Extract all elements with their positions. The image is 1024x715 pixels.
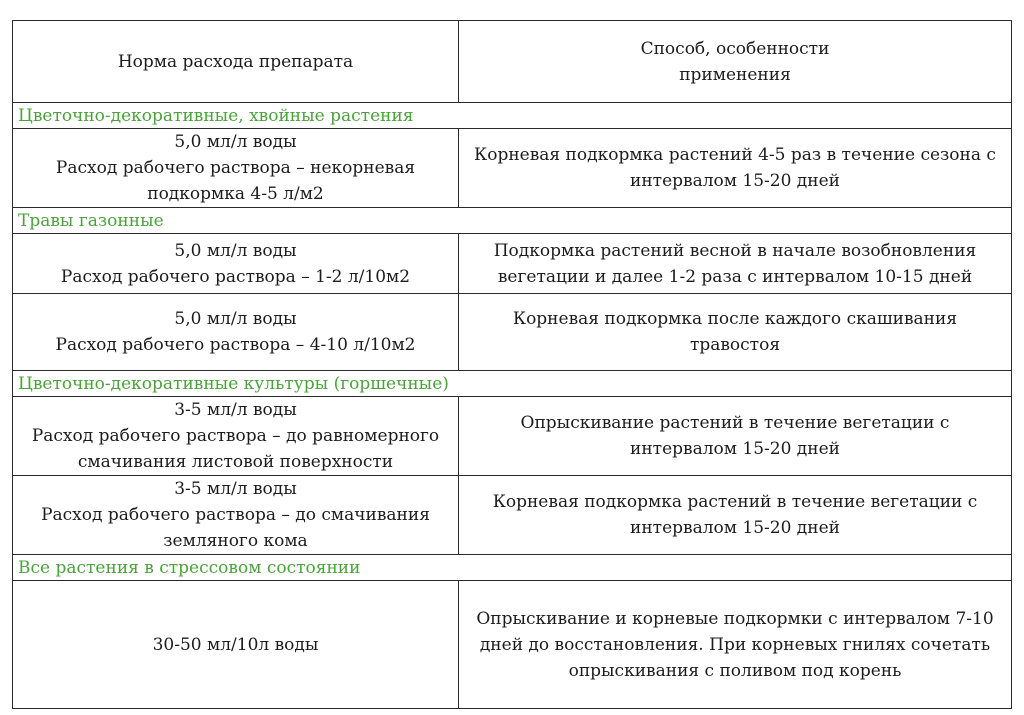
norm-line: 3-5 мл/л воды	[174, 479, 297, 499]
method-line: опрыскивания с поливом под корень	[568, 660, 902, 681]
norm-line: 5,0 мл/л воды	[174, 132, 297, 152]
section-row	[13, 103, 1012, 129]
norm-line: 5,0 мл/л воды	[174, 240, 297, 261]
header-method	[459, 21, 1012, 103]
method-cell	[459, 234, 1012, 294]
norm-line: земляного кома	[163, 531, 308, 551]
norm-line: смачивания листовой поверхности	[77, 452, 394, 472]
method-line: интервалом 15-20 дней	[630, 439, 840, 459]
section-row	[13, 208, 1012, 234]
norm-line: 3-5 мл/л воды	[174, 400, 297, 420]
header-method-line: применения	[679, 64, 791, 85]
norm-cell	[13, 581, 459, 709]
section-row	[13, 371, 1012, 397]
table-header-row	[13, 21, 1012, 103]
method-cell	[459, 294, 1012, 371]
norm-line: подкормка 4-5 л/м2	[147, 184, 324, 204]
header-method-line: Способ, особенности	[640, 38, 830, 59]
norm-line: Расход рабочего раствора – некорневая	[55, 158, 416, 178]
section-title: Все растения в стрессовом состоянии	[13, 555, 1012, 581]
method-line: Подкормка растений весной в начале возобновления	[493, 240, 977, 261]
table-row	[13, 294, 1012, 371]
norm-cell	[13, 129, 459, 208]
table-row	[13, 397, 1012, 476]
method-cell	[459, 581, 1012, 709]
section-row	[13, 555, 1012, 581]
norm-line: 30-50 мл/10л воды	[152, 634, 319, 655]
method-line: Корневая подкормка растений в течение вегетации с	[492, 492, 978, 512]
section-title: Травы газонные	[13, 208, 1012, 234]
section-title: Цветочно-декоративные культуры (горшечные)	[13, 371, 1012, 397]
method-line: дней до восстановления. При корневых гнилях сочетать	[479, 634, 991, 655]
dosage-table	[12, 20, 1012, 709]
table-row	[13, 581, 1012, 709]
method-line: Опрыскивание и корневые подкормки с интервалом 7-10	[476, 608, 994, 629]
method-line: Корневая подкормка растений 4-5 раз в течение сезона с	[474, 145, 996, 165]
method-line: Корневая подкормка после каждого скашивания	[512, 309, 958, 329]
table-row	[13, 129, 1012, 208]
method-line: вегетации и далее 1-2 раза с интервалом 10-15 дней	[497, 266, 973, 287]
norm-cell	[13, 294, 459, 371]
norm-cell	[13, 234, 459, 294]
method-line: интервалом 15-20 дней	[630, 518, 840, 538]
method-cell	[459, 397, 1012, 476]
method-cell	[459, 476, 1012, 555]
method-line: Опрыскивание растений в течение вегетации с	[520, 413, 950, 433]
norm-line: Расход рабочего раствора – 4-10 л/10м2	[55, 335, 416, 355]
method-line: интервалом 15-20 дней	[630, 171, 840, 191]
norm-line: Расход рабочего раствора – до смачивания	[41, 505, 430, 525]
norm-cell	[13, 476, 459, 555]
norm-line: Расход рабочего раствора – 1-2 л/10м2	[60, 266, 411, 287]
table-row	[13, 476, 1012, 555]
section-title: Цветочно-декоративные, хвойные растения	[13, 103, 1012, 129]
norm-line: Расход рабочего раствора – до равномерного	[31, 426, 440, 446]
method-cell	[459, 129, 1012, 208]
norm-cell	[13, 397, 459, 476]
header-norm: Норма расхода препарата	[13, 21, 459, 103]
norm-line: 5,0 мл/л воды	[174, 309, 297, 329]
table-row	[13, 234, 1012, 294]
method-line: травостоя	[689, 335, 781, 355]
